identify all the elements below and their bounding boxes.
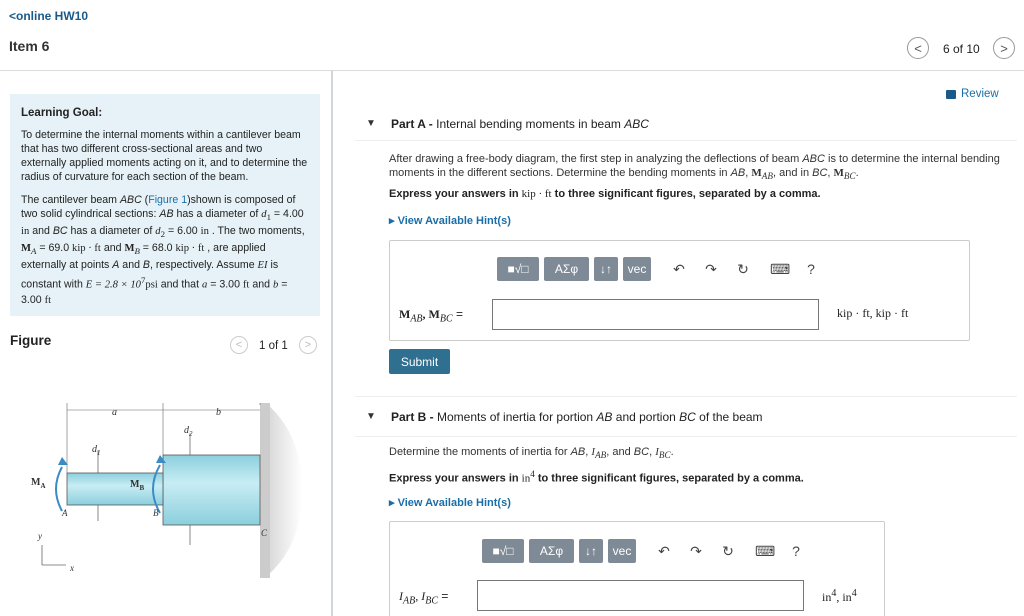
vec-button[interactable]: vec (623, 257, 651, 281)
label-axis-y: y (38, 531, 42, 541)
part-a-math-toolbar (497, 257, 820, 281)
fixed-wall (268, 405, 302, 575)
caret-right-icon: ▸ (389, 215, 398, 227)
learning-goal-paragraph-2: The cantilever beam ABC (Figure 1)shown is composed of two solid cylindrical sections: AB has a diameter of $d_1 = 4.00$ in and BC has a diameter of $d_2 = 6.00$ in . The two moments, $M_A = 69.0$ kip · ft and $M_B = 68.0$ kip · ft , are applied externally at points A and B, respectively. Assume EI is constant with $E = 2.8 \times 10^7psi$ and that a = 3.00 ft and b = 3.00 ft (21, 194, 305, 306)
undo-icon[interactable]: ↶ (673, 260, 685, 277)
label-point-c: C (261, 528, 268, 538)
learning-goal-paragraph-1: To determine the internal moments within a cantilever beam that has two different cross-sectional areas and two externally applied moments acting on it, and to determine the radius of curvature for each section of the beam. (21, 129, 308, 183)
figure-previous-button[interactable] (230, 336, 248, 354)
part-b-answer-unit: $in^4$, $in^4$ (822, 588, 857, 604)
part-a-collapse-caret[interactable]: ▼ (366, 118, 376, 129)
part-a-answer-input[interactable] (492, 299, 819, 330)
template-button[interactable] (497, 257, 539, 281)
chevron-right-icon: > (304, 339, 312, 351)
part-b-collapse-caret[interactable]: ▼ (366, 411, 376, 422)
chevron-left-icon: < (235, 339, 243, 351)
label-b: b (216, 407, 221, 418)
sort-button[interactable] (594, 257, 618, 281)
part-a-hints-link[interactable]: ▸ View Available Hint(s) (389, 215, 511, 227)
part-a-title[interactable]: Part A - Internal bending moments in beam ABC (391, 117, 649, 131)
part-b-answer-input[interactable] (477, 580, 804, 611)
back-link-online-hw10[interactable]: <online HW10 (9, 9, 89, 23)
item-count: 6 of 10 (943, 42, 980, 56)
review-link[interactable]: Review (946, 88, 999, 100)
review-bars-icon (946, 90, 956, 99)
redo-icon[interactable]: ↷ (690, 542, 702, 559)
label-a: a (112, 407, 117, 418)
part-b-divider (355, 436, 1017, 437)
part-b-top-divider (355, 396, 1017, 397)
keyboard-icon[interactable]: ⌨ (755, 542, 776, 559)
part-b-instructions: Express your answers in $in^4$ to three significant figures, separated by a comma. (389, 469, 804, 485)
part-b-answer-label: $I_{AB}$, $I_{BC}$ = (399, 589, 449, 607)
part-a-submit-button[interactable]: Submit (389, 349, 450, 374)
sort-button[interactable] (579, 539, 603, 563)
part-a-divider (355, 140, 1017, 141)
part-b-title[interactable]: Part B - Moments of inertia for portion AB and portion BC of the beam (391, 410, 763, 424)
symbols-button[interactable]: ΑΣφ (529, 539, 574, 563)
reset-icon[interactable]: ↻ (722, 542, 734, 559)
next-item-button[interactable] (993, 37, 1015, 59)
redo-icon[interactable]: ↷ (705, 260, 717, 277)
chevron-left-icon: < (914, 40, 922, 56)
label-ma: $M_A$ (31, 477, 46, 490)
template-icon: ■√□ (492, 544, 514, 558)
wall-face (260, 403, 270, 578)
beam-section-bc (163, 455, 260, 525)
figure-count: 1 of 1 (259, 340, 288, 352)
part-b-math-toolbar (482, 539, 805, 563)
cantilever-beam-figure[interactable] (20, 395, 310, 585)
sort-arrows-icon: ↓↑ (600, 262, 612, 276)
part-a-instructions: Express your answers in kip · ft to three significant figures, separated by a comma. (389, 188, 821, 200)
template-button[interactable] (482, 539, 524, 563)
part-a-answer-label: $M_{AB}$, $M_{BC}$ = (399, 307, 463, 325)
item-title: Item 6 (9, 38, 50, 54)
header-divider (0, 70, 1024, 71)
beam-section-ab (67, 473, 163, 505)
label-point-b: B (153, 508, 159, 518)
label-point-a: A (62, 508, 68, 518)
symbols-button[interactable]: ΑΣφ (544, 257, 589, 281)
template-icon: ■√□ (507, 262, 529, 276)
help-icon[interactable]: ? (807, 261, 815, 277)
previous-item-button[interactable] (907, 37, 929, 59)
vec-button[interactable]: vec (608, 539, 636, 563)
label-d2: $d_2$ (184, 425, 193, 438)
help-icon[interactable]: ? (792, 543, 800, 559)
undo-icon[interactable]: ↶ (658, 542, 670, 559)
learning-goal-heading: Learning Goal: (21, 107, 103, 119)
reset-icon[interactable]: ↻ (737, 260, 749, 277)
keyboard-icon[interactable]: ⌨ (770, 260, 791, 277)
part-a-answer-unit: kip · ft, kip · ft (837, 306, 909, 320)
panel-splitter[interactable] (331, 71, 333, 616)
figure-1-link[interactable]: Figure 1 (148, 194, 188, 206)
label-d1: $d_1$ (92, 444, 101, 457)
sort-arrows-icon: ↓↑ (585, 544, 597, 558)
caret-right-icon: ▸ (389, 497, 398, 509)
learning-goal-box (10, 94, 320, 316)
figure-heading: Figure (10, 333, 52, 348)
figure-next-button[interactable] (299, 336, 317, 354)
part-b-description: Determine the moments of inertia for AB, $I_{AB}$, and BC, $I_{BC}$. (389, 446, 674, 461)
part-a-description: After drawing a free-body diagram, the first step in analyzing the deflections of beam ABC is to determine the internal bending moments in the different sections. Determine the bending moments in AB, $M_{AB}$, and in BC, $M_{BC}$. (389, 153, 1000, 182)
label-mb: $M_B$ (130, 479, 145, 492)
label-axis-x: x (70, 563, 74, 573)
moment-arrow-ma (56, 467, 62, 511)
part-b-hints-link[interactable]: ▸ View Available Hint(s) (389, 497, 511, 509)
chevron-right-icon: > (1000, 40, 1008, 56)
